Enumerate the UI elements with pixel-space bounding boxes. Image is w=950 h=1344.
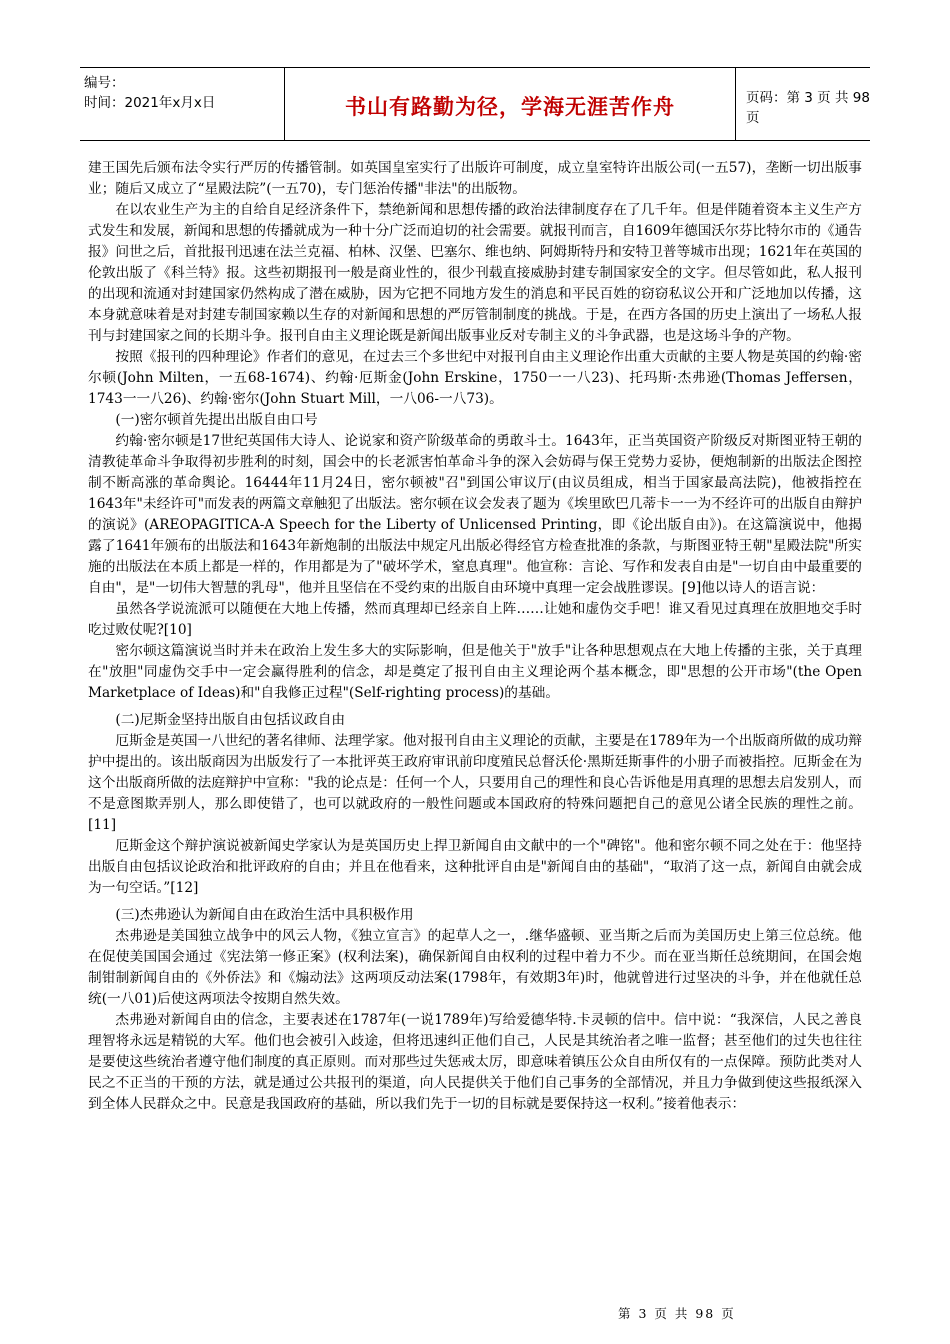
paragraph: 约翰·密尔顿是17世纪英国伟大诗人、论说家和资产阶级革命的勇敢斗士。1643年，正当英国资产阶级反对斯图亚特王朝的清教徒革命斗争取得初步胜利的时刻，国会中的长老派害怕革命斗争的深入会妨碍与保王党势力妥协，便炮制新的出版法企图控制不断高涨的革命舆论。16444年11月24日，密尔顿被"召"到国公审议厅(由议员组成，相当于国家最高法院)，他被指控在1643年"未经许可"而发表的两篇文章触犯了出版法。密尔顿在议会发表了题为《埃里欧巴几蒂卡一一为不经许可的出版自由辩护的演说》(AREOPAGITICA-A Speech for the Liberty of Unlicensed Printing，即《论出版自由》)。在这篇演说中，他揭露了1641年颁布的出版法和1643年新炮制的出版法中规定凡出版必得经官方检查批准的条款，与斯图亚特王朝"星殿法院"所实施的出版法在本质上都是一样的，作用都是为了"破坏学术，窒息真理"。他宣称：言论、写作和发表自由是"一切自由中最重要的自由"，是"一切伟大智慧的乳母"，他并且坚信在不受约束的出版自由环境中真理一定会战胜谬误。[9]他以诗人的语言说： (88, 433, 862, 596)
header-page-info: 页码：第 3 页 共 98 页 (746, 90, 870, 126)
section-heading: (二)尼斯金坚持出版自由包括议政自由 (115, 712, 346, 728)
section-heading: (一)密尔顿首先提出出版自由口号 (115, 412, 318, 428)
header-meta (80, 68, 285, 140)
section-heading: (三)杰弗逊认为新闻自由在政治生活中具积极作用 (115, 907, 414, 923)
document-body (88, 158, 862, 1115)
paragraph: 厄斯金这个辩护演说被新闻史学家认为是英国历史上捍卫新闻自由文献中的一个"碑铭"。他和密尔顿不同之处在于：他坚持出版自由包括议论政治和批评政府的自由；并且在他看来，这种批评自由是"新闻自由的基础"，“取消了这一点，新闻自由就会成为一句空话。”[12] (88, 838, 862, 896)
time-label: 时间：2021年x月x日 (84, 95, 216, 111)
document-header (80, 67, 870, 141)
paragraph: 杰弗逊是美国独立战争中的风云人物，《独立宣言》的起草人之一，.继华盛顿、亚当斯之后而为美国历史上第三位总统。他在促使美国国会通过《宪法第一修正案》(权利法案)，确保新闻自由权利的过程中着力不少。而在亚当斯任总统期间，在国会炮制钳制新闻自由的《外侨法》和《煽动法》这两项反动法案(1798年，有效期3年)时，他就曾进行过坚决的斗争，并在他就任总统(一八01)后使这两项法令按期自然失效。 (88, 928, 862, 1007)
paragraph: 在以农业生产为主的自给自足经济条件下，禁绝新闻和思想传播的政治法律制度存在了几千年。但是伴随着资本主义生产方式发生和发展，新闻和思想的传播就成为一种十分广泛而迫切的社会需要。就报刊而言，自1609年德国沃尔芬比特尔市的《通告报》问世之后，首批报刊迅速在法兰克福、柏林、汉堡、巴塞尔、维也纳、阿姆斯特丹和安特卫普等城市出现；1621年在英国的伦敦出版了《科兰特》报。这些初期报刊一般是商业性的，很少刊载直接威胁封建专制国家安全的文字。但尽管如此，私人报刊的出现和流通对封建国家仍然构成了潜在威胁，因为它把不同地方发生的消息和平民百姓的窃窃私议公开和广泛地加以传播，这本身就意味着是对封建专制国家赖以生存的对新闻和思想的严厉管制制度的挑战。于是，在西方各国的历史上演出了一场私人报刊与封建国家之间的长期斗争。报刊自由主义理论既是新闻出版事业反对专制主义的斗争武器，也是这场斗争的产物。 (88, 202, 862, 344)
page-footer: 第 3 页 共 98 页 (618, 1306, 736, 1321)
header-motto: 书山有路勤为径，学海无涯苦作舟 (285, 68, 736, 140)
paragraph: 按照《报刊的四种理论》作者们的意见，在过去三个多世纪中对报刊自由主义理论作出重大贡献的主要人物是英国的约翰·密尔顿(John Milten，一五68-1674)、约翰·厄斯金(John Erskine，1750一一八23)、托玛斯·杰弗逊(Thomas Jeffersen，1743一一八26)、约翰·密尔(John Stuart Mill，一八06-一八73)。 (88, 349, 862, 407)
paragraph: 厄斯金是英国一八世纪的著名律师、法理学家。他对报刊自由主义理论的贡献，主要是在1789年为一个出版商所做的成功辩护中提出的。该出版商因为出版发行了一本批评英王政府审讯前印度殖民总督沃伦·黑斯廷斯事件的小册子而被指控。厄斯金在为这个出版商所做的法庭辩护中宣称："我的论点是：任何一个人，只要用自己的理性和良心告诉他是用真理的思想去启发别人，而不是意图欺弄别人，那么即使错了，也可以就政府的一般性问题或本国政府的特殊问题把自己的意见公诸全民族的理性之前。[11] (88, 733, 862, 833)
paragraph: 密尔顿这篇演说当时并未在政治上发生多大的实际影响，但是他关于"放手"让各种思想观点在大地上传播的主张，关于真理在"放胆"同虚伪交手中一定会赢得胜利的信念，却是奠定了报刊自由主义理论两个基本概念，即"思想的公开市场"(the Open Marketplace of Ideas)和"自我修正过程"(Self-righting process)的基础。 (88, 643, 862, 701)
paragraph: 建王国先后颁布法令实行严厉的传播管制。如英国皇室实行了出版许可制度，成立皇室特许出版公司(一五57)，垄断一切出版事业；随后又成立了“星殿法院”(一五70)，专门惩治传播"非法"的出版物。 (88, 160, 862, 197)
number-label: 编号： (84, 75, 125, 91)
quote-paragraph: 虽然各学说流派可以随便在大地上传播，然而真理却已经亲自上阵……让她和虚伪交手吧！谁又看见过真理在放胆地交手时吃过败仗呢?[10] (88, 601, 862, 638)
paragraph: 杰弗逊对新闻自由的信念，主要表述在1787年(一说1789年)写给爱德华特.卡灵顿的信中。信中说：“我深信，人民之善良理智将永远是精锐的大军。他们也会被引入歧途，但将迅速纠正他们自己，人民是其统治者之唯一监督；甚至他们的过失也往往是要使这些统治者遵守他们制度的真正原则。而对那些过失惩戒太厉，即意味着镇压公众自由所仅有的一点保障。预防此类对人民之不正当的干预的方法，就是通过公共报刊的渠道，向人民提供关于他们自己事务的全部情况，并且力争做到使这些报纸深入到全体人民群众之中。民意是我国政府的基础，所以我们先于一切的目标就是要保持这一权利。”接着他表示： (88, 1012, 862, 1112)
